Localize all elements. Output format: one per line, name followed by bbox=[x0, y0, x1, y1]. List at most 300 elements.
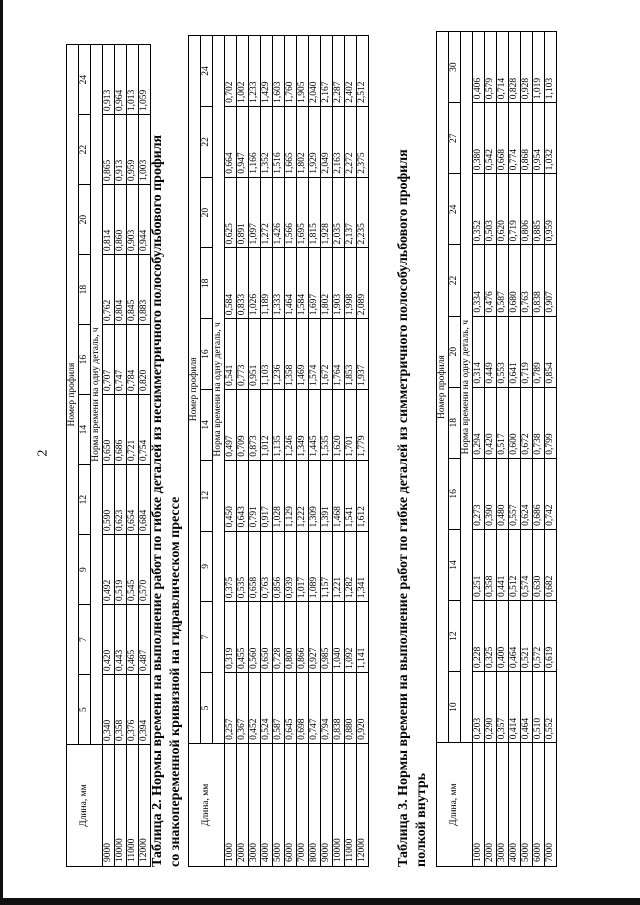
norm-value-cell: 0,203 bbox=[473, 672, 485, 743]
norm-value-cell: 0,664 bbox=[225, 106, 237, 177]
norm-value-cell: 0,883 bbox=[139, 255, 151, 325]
table-row bbox=[333, 36, 345, 867]
norm-value-cell: 0,624 bbox=[521, 458, 533, 529]
norm-value-cell: 0,358 bbox=[485, 529, 497, 600]
table-row bbox=[249, 36, 261, 867]
norm-value-cell: 0,762 bbox=[103, 255, 115, 325]
norm-value-cell: 0,944 bbox=[139, 185, 151, 255]
norm-value-cell: 0,625 bbox=[225, 177, 237, 248]
norm-value-cell: 1,089 bbox=[309, 531, 321, 602]
norm-value-cell: 2,287 bbox=[333, 36, 345, 107]
norm-value-cell: 2,040 bbox=[309, 36, 321, 107]
norm-value-cell: 0,380 bbox=[473, 103, 485, 174]
profile-number-header: Номер профиля bbox=[189, 36, 201, 744]
norm-value-cell: 0,868 bbox=[521, 103, 533, 174]
norm-value-cell: 1,166 bbox=[249, 106, 261, 177]
profile-number-cell: 5 bbox=[201, 673, 213, 744]
norm-value-cell: 0,273 bbox=[473, 458, 485, 529]
norm-value-cell: 1,358 bbox=[285, 319, 297, 390]
profile-number-cell: 24 bbox=[201, 36, 213, 107]
length-cell: 8000 bbox=[309, 743, 321, 866]
norm-value-cell: 1,092 bbox=[345, 602, 357, 673]
length-cell: 10000 bbox=[115, 745, 127, 867]
norm-value-cell: 1,141 bbox=[357, 602, 369, 673]
norm-value-cell: 1,928 bbox=[321, 177, 333, 248]
norm-value-cell: 0,420 bbox=[485, 387, 497, 458]
length-cell: 5000 bbox=[521, 743, 533, 867]
table-row bbox=[357, 36, 369, 867]
length-cell: 2000 bbox=[237, 743, 249, 866]
norm-value-cell: 0,845 bbox=[127, 255, 139, 325]
norm-value-cell: 0,441 bbox=[497, 529, 509, 600]
norm-value-cell: 0,542 bbox=[485, 103, 497, 174]
norm-value-cell: 0,375 bbox=[225, 531, 237, 602]
norm-value-cell: 0,763 bbox=[261, 531, 273, 602]
norm-value-cell: 1,059 bbox=[139, 45, 151, 115]
norm-value-cell: 1,349 bbox=[297, 389, 309, 460]
norm-value-cell: 0,885 bbox=[533, 174, 545, 245]
norm-value-cell: 1,040 bbox=[333, 602, 345, 673]
length-cell: 7000 bbox=[297, 743, 309, 866]
norm-value-cell: 0,658 bbox=[249, 531, 261, 602]
length-cell: 6000 bbox=[285, 743, 297, 866]
norm-value-cell: 0,357 bbox=[497, 672, 509, 743]
length-cell: 3000 bbox=[249, 743, 261, 866]
profile-number-cell: 10 bbox=[449, 672, 461, 743]
norm-value-cell: 1,135 bbox=[273, 389, 285, 460]
norm-value-cell: 0,880 bbox=[345, 673, 357, 744]
norm-value-cell: 0,400 bbox=[497, 601, 509, 672]
norm-value-cell: 0,545 bbox=[127, 535, 139, 605]
norm-value-cell: 0,560 bbox=[249, 602, 261, 673]
norm-value-cell: 0,684 bbox=[139, 465, 151, 535]
norm-value-cell: 1,189 bbox=[261, 248, 273, 319]
profile-number-cell: 30 bbox=[449, 32, 461, 103]
profile-number-cell: 5 bbox=[79, 675, 91, 745]
norm-value-cell: 0,747 bbox=[309, 673, 321, 744]
table-row bbox=[509, 32, 521, 867]
norm-value-cell: 1,603 bbox=[273, 36, 285, 107]
profile-number-cell: 24 bbox=[79, 45, 91, 115]
norm-value-cell: 1,019 bbox=[533, 32, 545, 103]
norm-value-cell: 0,747 bbox=[115, 325, 127, 395]
norm-value-cell: 1,779 bbox=[357, 389, 369, 460]
norm-value-cell: 0,643 bbox=[237, 460, 249, 531]
length-header: Длина, мм bbox=[189, 743, 225, 866]
profile-number-cell: 9 bbox=[201, 531, 213, 602]
norm-header: Норма времени на одну деталь, ч bbox=[91, 45, 103, 745]
norm-value-cell: 0,866 bbox=[297, 602, 309, 673]
norm-value-cell: 1,903 bbox=[333, 248, 345, 319]
norm-value-cell: 0,838 bbox=[533, 245, 545, 316]
norm-value-cell: 1,026 bbox=[249, 248, 261, 319]
norm-value-cell: 1,282 bbox=[345, 531, 357, 602]
norm-value-cell: 1,701 bbox=[345, 389, 357, 460]
norm-value-cell: 0,535 bbox=[237, 531, 249, 602]
length-cell: 12000 bbox=[139, 745, 151, 867]
norm-value-cell: 2,167 bbox=[321, 36, 333, 107]
norm-value-cell: 0,698 bbox=[297, 673, 309, 744]
norm-value-cell: 0,682 bbox=[545, 529, 557, 600]
norm-value-cell: 0,557 bbox=[509, 458, 521, 529]
table-row bbox=[237, 36, 249, 867]
norm-value-cell: 0,641 bbox=[509, 316, 521, 387]
table-row bbox=[139, 45, 151, 867]
norm-value-cell: 0,680 bbox=[509, 245, 521, 316]
profile-number-cell: 16 bbox=[79, 325, 91, 395]
norm-value-cell: 0,314 bbox=[473, 316, 485, 387]
profile-number-cell: 22 bbox=[449, 245, 461, 316]
norm-value-cell: 0,650 bbox=[103, 395, 115, 465]
profile-number-cell: 12 bbox=[449, 601, 461, 672]
norm-value-cell: 1,905 bbox=[297, 36, 309, 107]
table-3-caption-line-1: Таблица 3. Нормы времени на выполнение работ по гибке деталей из симметричного полособульбового профиля bbox=[396, 149, 411, 867]
norm-value-cell: 0,524 bbox=[261, 673, 273, 744]
profile-number-cell: 12 bbox=[201, 460, 213, 531]
norm-value-cell: 1,352 bbox=[261, 106, 273, 177]
length-cell: 1000 bbox=[225, 743, 237, 866]
profile-number-header: Номер профиля bbox=[67, 45, 79, 745]
norm-value-cell: 0,668 bbox=[497, 103, 509, 174]
norm-value-cell: 0,620 bbox=[497, 174, 509, 245]
norm-value-cell: 0,820 bbox=[139, 325, 151, 395]
norm-value-cell: 1,695 bbox=[297, 177, 309, 248]
norm-value-cell: 0,763 bbox=[521, 245, 533, 316]
profile-number-cell: 9 bbox=[79, 535, 91, 605]
norm-value-cell: 1,764 bbox=[333, 319, 345, 390]
profile-number-header: Номер профиля bbox=[437, 32, 449, 743]
norm-value-cell: 2,137 bbox=[345, 177, 357, 248]
norm-value-cell: 0,686 bbox=[115, 395, 127, 465]
norm-value-cell: 0,721 bbox=[127, 395, 139, 465]
norm-value-cell: 0,804 bbox=[115, 255, 127, 325]
profile-number-cell: 7 bbox=[79, 605, 91, 675]
length-cell: 11000 bbox=[345, 743, 357, 866]
norm-value-cell: 1,129 bbox=[285, 460, 297, 531]
length-cell: 5000 bbox=[273, 743, 285, 866]
norm-value-cell: 1,157 bbox=[321, 531, 333, 602]
profile-number-cell: 18 bbox=[79, 255, 91, 325]
table-row bbox=[225, 36, 237, 867]
norm-value-cell: 0,294 bbox=[473, 387, 485, 458]
length-cell: 9000 bbox=[103, 745, 115, 867]
norm-value-cell: 1,937 bbox=[357, 319, 369, 390]
norm-value-cell: 0,452 bbox=[249, 673, 261, 744]
norm-value-cell: 1,002 bbox=[237, 36, 249, 107]
norm-value-cell: 0,570 bbox=[139, 535, 151, 605]
norm-value-cell: 0,600 bbox=[509, 387, 521, 458]
table-row bbox=[309, 36, 321, 867]
norm-value-cell: 1,272 bbox=[261, 177, 273, 248]
norm-value-cell: 1,333 bbox=[273, 248, 285, 319]
norm-value-cell: 1,620 bbox=[333, 389, 345, 460]
table-row bbox=[545, 32, 557, 867]
norm-header: Норма времени на одну деталь, ч bbox=[213, 36, 225, 744]
norm-value-cell: 0,920 bbox=[357, 673, 369, 744]
norm-value-cell: 2,375 bbox=[357, 106, 369, 177]
norm-value-cell: 1,697 bbox=[309, 248, 321, 319]
norm-value-cell: 0,376 bbox=[127, 675, 139, 745]
norm-value-cell: 2,512 bbox=[357, 36, 369, 107]
profile-number-cell: 7 bbox=[201, 602, 213, 673]
norm-value-cell: 0,334 bbox=[473, 245, 485, 316]
norm-value-cell: 0,455 bbox=[237, 602, 249, 673]
length-cell: 2000 bbox=[485, 743, 497, 867]
norm-value-cell: 0,959 bbox=[545, 174, 557, 245]
norm-value-cell: 1,221 bbox=[333, 531, 345, 602]
table-row bbox=[521, 32, 533, 867]
table-row bbox=[285, 36, 297, 867]
norm-value-cell: 1,236 bbox=[273, 319, 285, 390]
norm-value-cell: 0,856 bbox=[273, 531, 285, 602]
table-row bbox=[533, 32, 545, 867]
table-row bbox=[115, 45, 127, 867]
norm-value-cell: 1,760 bbox=[285, 36, 297, 107]
norm-value-cell: 0,754 bbox=[139, 395, 151, 465]
norm-value-cell: 0,645 bbox=[285, 673, 297, 744]
norm-value-cell: 0,985 bbox=[321, 602, 333, 673]
norm-value-cell: 0,865 bbox=[103, 115, 115, 185]
length-cell: 4000 bbox=[261, 743, 273, 866]
norm-value-cell: 2,235 bbox=[357, 177, 369, 248]
length-cell: 11000 bbox=[127, 745, 139, 867]
norm-value-cell: 0,654 bbox=[127, 465, 139, 535]
norm-value-cell: 2,163 bbox=[333, 106, 345, 177]
norm-value-cell: 1,469 bbox=[297, 319, 309, 390]
norm-value-cell: 1,672 bbox=[321, 319, 333, 390]
norm-value-cell: 0,650 bbox=[261, 602, 273, 673]
norm-value-cell: 1,103 bbox=[545, 32, 557, 103]
profile-number-cell: 16 bbox=[449, 458, 461, 529]
length-cell: 3000 bbox=[497, 743, 509, 867]
norm-value-cell: 1,341 bbox=[357, 531, 369, 602]
norm-value-cell: 1,103 bbox=[261, 319, 273, 390]
norm-value-cell: 0,828 bbox=[509, 32, 521, 103]
norm-value-cell: 0,873 bbox=[249, 389, 261, 460]
norm-value-cell: 0,510 bbox=[533, 672, 545, 743]
norm-value-cell: 0,964 bbox=[115, 45, 127, 115]
page-number: 2 bbox=[35, 449, 51, 457]
length-cell: 4000 bbox=[509, 743, 521, 867]
norm-value-cell: 0,290 bbox=[485, 672, 497, 743]
length-cell: 10000 bbox=[333, 743, 345, 866]
norm-value-cell: 0,913 bbox=[103, 45, 115, 115]
table-row bbox=[261, 36, 273, 867]
norm-value-cell: 0,917 bbox=[261, 460, 273, 531]
norm-value-cell: 0,406 bbox=[473, 32, 485, 103]
norm-value-cell: 1,012 bbox=[261, 389, 273, 460]
norm-value-cell: 0,519 bbox=[115, 535, 127, 605]
norm-value-cell: 0,719 bbox=[521, 316, 533, 387]
norm-value-cell: 1,998 bbox=[345, 248, 357, 319]
norm-value-cell: 0,619 bbox=[545, 601, 557, 672]
norm-value-cell: 1,516 bbox=[273, 106, 285, 177]
norm-value-cell: 0,512 bbox=[509, 529, 521, 600]
norm-value-cell: 1,802 bbox=[297, 106, 309, 177]
table-row bbox=[127, 45, 139, 867]
norm-value-cell: 0,928 bbox=[521, 32, 533, 103]
norm-value-cell: 0,860 bbox=[115, 185, 127, 255]
norm-value-cell: 0,228 bbox=[473, 601, 485, 672]
length-cell: 6000 bbox=[533, 743, 545, 867]
norm-value-cell: 0,907 bbox=[545, 245, 557, 316]
norm-value-cell: 0,709 bbox=[237, 389, 249, 460]
profile-number-cell: 22 bbox=[79, 115, 91, 185]
norm-value-cell: 0,358 bbox=[115, 675, 127, 745]
norm-value-cell: 1,246 bbox=[285, 389, 297, 460]
table-row bbox=[485, 32, 497, 867]
norm-value-cell: 0,833 bbox=[237, 248, 249, 319]
norm-value-cell: 0,702 bbox=[225, 36, 237, 107]
norm-value-cell: 0,947 bbox=[237, 106, 249, 177]
length-header: Длина, мм bbox=[67, 745, 103, 867]
norm-value-cell: 0,789 bbox=[533, 316, 545, 387]
norm-value-cell: 0,719 bbox=[509, 174, 521, 245]
norm-value-cell: 0,630 bbox=[533, 529, 545, 600]
norm-value-cell: 1,013 bbox=[127, 45, 139, 115]
norm-value-cell: 0,352 bbox=[473, 174, 485, 245]
norm-value-cell: 0,579 bbox=[485, 32, 497, 103]
norm-value-cell: 0,738 bbox=[533, 387, 545, 458]
norm-value-cell: 0,394 bbox=[139, 675, 151, 745]
table-1 bbox=[66, 44, 151, 867]
length-cell: 7000 bbox=[545, 743, 557, 867]
table-3-caption-line-2: полкой внутрь bbox=[414, 772, 429, 867]
norm-value-cell: 0,325 bbox=[485, 601, 497, 672]
norm-value-cell: 1,535 bbox=[321, 389, 333, 460]
norm-value-cell: 0,541 bbox=[225, 319, 237, 390]
norm-value-cell: 0,891 bbox=[237, 177, 249, 248]
norm-value-cell: 0,791 bbox=[249, 460, 261, 531]
norm-value-cell: 0,487 bbox=[139, 605, 151, 675]
norm-value-cell: 0,450 bbox=[225, 460, 237, 531]
table-row bbox=[297, 36, 309, 867]
length-cell: 1000 bbox=[473, 743, 485, 867]
norm-value-cell: 0,774 bbox=[509, 103, 521, 174]
profile-number-cell: 22 bbox=[201, 106, 213, 177]
norm-value-cell: 0,927 bbox=[309, 602, 321, 673]
table-row bbox=[273, 36, 285, 867]
norm-value-cell: 0,340 bbox=[103, 675, 115, 745]
norm-value-cell: 1,929 bbox=[309, 106, 321, 177]
table-2-caption-line-2: со знакопеременной кривизной на гидравлическом прессе bbox=[168, 496, 183, 867]
length-cell: 12000 bbox=[357, 743, 369, 866]
norm-value-cell: 0,800 bbox=[285, 602, 297, 673]
norm-value-cell: 0,319 bbox=[225, 602, 237, 673]
norm-value-cell: 0,939 bbox=[285, 531, 297, 602]
norm-value-cell: 1,097 bbox=[249, 177, 261, 248]
profile-number-cell: 16 bbox=[201, 319, 213, 390]
norm-value-cell: 0,672 bbox=[521, 387, 533, 458]
norm-value-cell: 0,449 bbox=[485, 316, 497, 387]
norm-value-cell: 1,003 bbox=[139, 115, 151, 185]
norm-value-cell: 0,784 bbox=[127, 325, 139, 395]
norm-value-cell: 2,089 bbox=[357, 248, 369, 319]
table-row bbox=[473, 32, 485, 867]
norm-value-cell: 0,590 bbox=[103, 465, 115, 535]
profile-number-cell: 14 bbox=[79, 395, 91, 465]
norm-value-cell: 1,309 bbox=[309, 460, 321, 531]
norm-value-cell: 1,541 bbox=[345, 460, 357, 531]
norm-value-cell: 0,903 bbox=[127, 185, 139, 255]
profile-number-cell: 20 bbox=[201, 177, 213, 248]
norm-value-cell: 0,584 bbox=[225, 248, 237, 319]
norm-value-cell: 1,017 bbox=[297, 531, 309, 602]
profile-number-cell: 12 bbox=[79, 465, 91, 535]
norm-value-cell: 2,049 bbox=[321, 106, 333, 177]
norm-value-cell: 1,233 bbox=[249, 36, 261, 107]
norm-value-cell: 0,959 bbox=[127, 115, 139, 185]
profile-number-cell: 14 bbox=[201, 389, 213, 460]
norm-value-cell: 1,665 bbox=[285, 106, 297, 177]
profile-number-cell: 18 bbox=[449, 387, 461, 458]
norm-value-cell: 0,521 bbox=[521, 601, 533, 672]
norm-value-cell: 0,414 bbox=[509, 672, 521, 743]
profile-number-cell: 14 bbox=[449, 529, 461, 600]
norm-value-cell: 1,802 bbox=[321, 248, 333, 319]
norm-value-cell: 0,742 bbox=[545, 458, 557, 529]
profile-number-cell: 27 bbox=[449, 103, 461, 174]
norm-value-cell: 0,799 bbox=[545, 387, 557, 458]
norm-value-cell: 0,553 bbox=[497, 316, 509, 387]
table-row bbox=[345, 36, 357, 867]
norm-value-cell: 0,838 bbox=[333, 673, 345, 744]
norm-value-cell: 0,464 bbox=[509, 601, 521, 672]
norm-value-cell: 2,402 bbox=[345, 36, 357, 107]
norm-value-cell: 0,773 bbox=[237, 319, 249, 390]
norm-value-cell: 1,584 bbox=[297, 248, 309, 319]
norm-value-cell: 0,587 bbox=[273, 673, 285, 744]
norm-value-cell: 1,222 bbox=[297, 460, 309, 531]
norm-header: Норма времени на одну деталь, ч bbox=[461, 32, 473, 743]
norm-value-cell: 1,028 bbox=[273, 460, 285, 531]
norm-value-cell: 0,951 bbox=[249, 319, 261, 390]
length-header: Длина, мм bbox=[437, 743, 473, 867]
profile-number-cell: 20 bbox=[449, 316, 461, 387]
norm-value-cell: 0,257 bbox=[225, 673, 237, 744]
profile-number-cell: 24 bbox=[449, 174, 461, 245]
norm-value-cell: 0,390 bbox=[485, 458, 497, 529]
norm-value-cell: 1,853 bbox=[345, 319, 357, 390]
norm-value-cell: 0,707 bbox=[103, 325, 115, 395]
table-2 bbox=[188, 35, 369, 867]
norm-value-cell: 1,612 bbox=[357, 460, 369, 531]
table-row bbox=[321, 36, 333, 867]
profile-number-cell: 20 bbox=[79, 185, 91, 255]
table-row bbox=[497, 32, 509, 867]
norm-value-cell: 0,492 bbox=[103, 535, 115, 605]
norm-value-cell: 0,587 bbox=[497, 245, 509, 316]
table-3 bbox=[436, 31, 557, 867]
norm-value-cell: 0,443 bbox=[115, 605, 127, 675]
norm-value-cell: 1,574 bbox=[309, 319, 321, 390]
norm-value-cell: 0,503 bbox=[485, 174, 497, 245]
norm-value-cell: 0,854 bbox=[545, 316, 557, 387]
norm-value-cell: 0,806 bbox=[521, 174, 533, 245]
table-2-caption-line-1: Таблица 2. Нормы времени на выполнение работ по гибке деталей из несимметричного полособульбового профиля bbox=[150, 134, 165, 867]
norm-value-cell: 1,391 bbox=[321, 460, 333, 531]
length-cell: 9000 bbox=[321, 743, 333, 866]
norm-value-cell: 1,445 bbox=[309, 389, 321, 460]
norm-value-cell: 1,566 bbox=[285, 177, 297, 248]
table-row bbox=[103, 45, 115, 867]
norm-value-cell: 1,426 bbox=[273, 177, 285, 248]
norm-value-cell: 0,420 bbox=[103, 605, 115, 675]
norm-value-cell: 0,728 bbox=[273, 602, 285, 673]
norm-value-cell: 0,954 bbox=[533, 103, 545, 174]
norm-value-cell: 1,815 bbox=[309, 177, 321, 248]
norm-value-cell: 0,794 bbox=[321, 673, 333, 744]
